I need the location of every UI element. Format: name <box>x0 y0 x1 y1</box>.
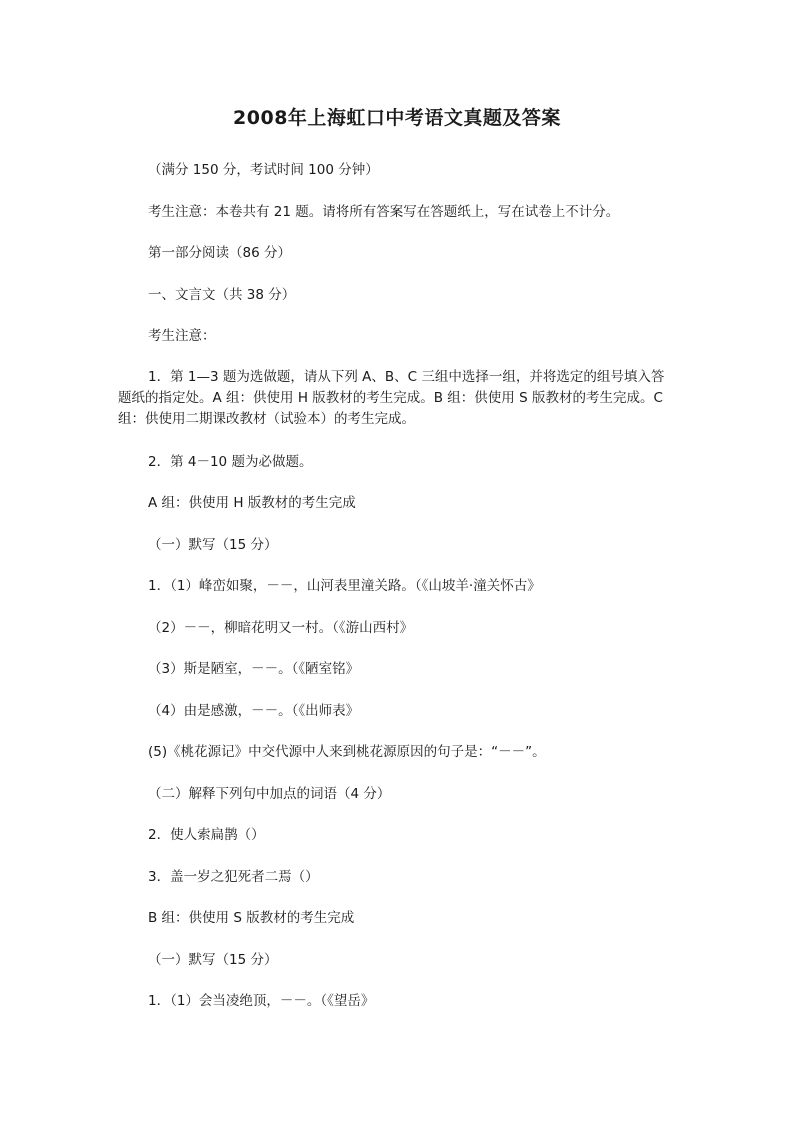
group-b-heading: B 组：供使用 S 版教材的考生完成 <box>148 910 355 926</box>
document-title: 2008年上海虹口中考语文真题及答案 <box>233 107 561 129</box>
instruction-paragraph-2: 2．第 4－10 题为必做题。 <box>148 454 313 470</box>
section-heading-reading: 第一部分阅读（86 分） <box>148 245 291 261</box>
group-a-heading: A 组：供使用 H 版教材的考生完成 <box>148 495 356 511</box>
question-2: 2．使人索扁鹊（） <box>148 827 265 843</box>
question-1-2: （2）－－，柳暗花明又一村。（《游山西村》 <box>148 620 414 636</box>
group-a-part-2-heading: （二）解释下列句中加点的词语（4 分） <box>148 786 391 802</box>
section-heading-classical: 一、文言文（共 38 分） <box>148 287 296 303</box>
exam-info: （满分 150 分，考试时间 100 分钟） <box>148 162 379 178</box>
group-a-part-1-heading: （一）默写（15 分） <box>148 537 278 553</box>
question-1-5: (5)《桃花源记》中交代源中人来到桃花源原因的句子是：“－－”。 <box>148 744 546 760</box>
instruction-paragraph-1: 1．第 1—3 题为选做题，请从下列 A、B、C 三组中选择一组，并将选定的组号填入答题纸的指定处。A 组：供使用 H 版教材的考生完成。B 组：供使用 S 版教材的考生完成。C 组：供使用二期课改教材（试验本）的考生完成。 <box>118 369 665 427</box>
question-1-4: （4）由是感激，－－。（《出师表》 <box>148 703 360 719</box>
question-1-3: （3）斯是陋室，－－。（《陋室铭》 <box>148 661 360 677</box>
group-b-question-1-1: 1．（1）会当凌绝顶，－－。（《望岳》 <box>148 993 375 1009</box>
exam-notice: 考生注意：本卷共有 21 题。请将所有答案写在答题纸上，写在试卷上不计分。 <box>148 204 620 220</box>
group-b-part-1-heading: （一）默写（15 分） <box>148 952 278 968</box>
question-3: 3．盖一岁之犯死者二焉（） <box>148 869 319 885</box>
question-1-1: 1．（1）峰峦如聚，－－，山河表里潼关路。（《山坡羊·潼关怀古》 <box>148 578 541 594</box>
notice-label: 考生注意： <box>148 328 216 344</box>
